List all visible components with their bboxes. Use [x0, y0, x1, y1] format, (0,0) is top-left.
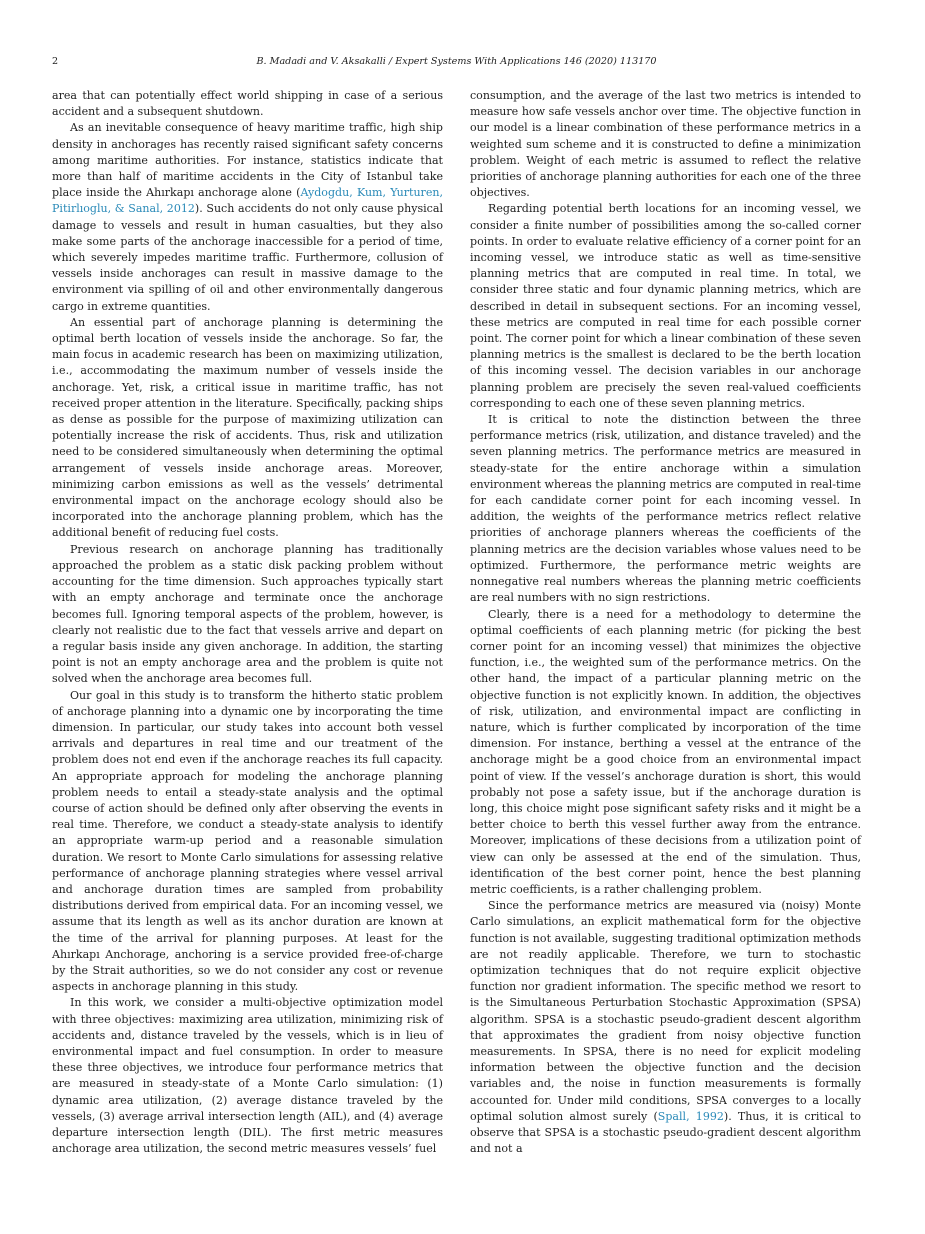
paragraph	[470, 898, 861, 1157]
paragraph-text: As an inevitable consequence of heavy maritime traffic, high ship density in anchorages has recently raised significant safety concerns among maritime authorities. For instance, statistics indicate that more than half of maritime accidents in the City of Istanbul take place inside the Ahırkapı anchorage alone (	[52, 121, 443, 200]
paragraph-text: ). Thus, it is critical to observe that SPSA is a stochastic pseudo-gradient descent algorithm and not a	[470, 1109, 861, 1156]
paragraph: It is critical to note the distinction between the three performance metrics (risk, utilization, and distance traveled) and the seven planning metrics. The performance metrics are measured in steady-state for the entire anchorage within a simulation environment whereas the planning metrics are computed in real-time for each candidate corner point for each incoming vessel. In addition, the weights of the performance metrics reflect relative priorities of anchorage planners whereas the coefficients of the planning metrics are the decision variables whose values need to be optimized. Furthermore, the performance metric weights are nonnegative real numbers whereas the planning metric coefficients are real numbers with no sign restrictions.	[470, 413, 861, 605]
paragraph: Clearly, there is a need for a methodology to determine the optimal coefficients of each planning metric (for picking the best corner point for an incoming vessel) that minimizes the objective function, i.e., the weighted sum of the performance metrics. On the other hand, the impact of a particular planning metric on the objective function is not explicitly known. In addition, the objectives of risk, utilization, and environmental impact are conflicting in nature, which is further complicated by incorporation of the time dimension. For instance, berthing a vessel at the entrance of the anchorage might be a good choice from an environmental impact point of view. If the vessel’s anchorage duration is short, this would probably not pose a safety issue, but if the anchorage duration is long, this choice might pose significant safety risks and it might be a better choice to berth this vessel further away from the entrance. Moreover, implications of these decisions from a utilization point of view can only be assessed at the end of the simulation. Thus, identification of the best corner point, hence the best planning metric coefficients, is a rather challenging problem.	[470, 607, 861, 896]
paragraph-text: ). Such accidents do not only cause physical damage to vessels and result in human casualties, but they also make some parts of the anchorage inaccessible for a period of time, which severely impedes maritime traffic. Furthermore, collusion of vessels inside anchorages can result in massive damage to the environment via spilling of oil and other environmentally dangerous cargo in extreme quantities.	[52, 202, 443, 313]
paragraph-text: Since the performance metrics are measured via (noisy) Monte Carlo simulations, an explicit mathematical form for the objective function is not available, suggesting traditional optimization methods are not readily applicable. Therefore, we turn to stochastic optimization techniques that do not require explicit objective function nor gradient information. The specific method we resort to is the Simultaneous Perturbation Stochastic Approximation (SPSA) algorithm. SPSA is a stochastic pseudo-gradient descent algorithm that approximates the gradient from noisy objective function measurements. In SPSA, there is no need for explicit modeling information between the objective function and the decision variables and, the noise in function measurements is formally accounted for. Under mild conditions, SPSA converges to a locally optimal solution almost surely (	[470, 899, 861, 1123]
left-column	[52, 88, 443, 1157]
running-title: B. Madadi and V. Aksakalli / Expert Systems With Applications 146 (2020) 113170	[256, 56, 657, 67]
citation-link[interactable]: Aydogdu, Kum, Yurturen, Pitirlıoglu, & Sanal, 2012	[52, 186, 443, 216]
paragraph: In this work, we consider a multi-objective optimization model with three objectives: maximizing area utilization, minimizing risk of accidents and, distance traveled by the vessels, which is in lieu of environmental impact and fuel consumption. In order to measure these three objectives, we introduce four performance metrics that are measured in steady-state of a Monte Carlo simulation: (1) dynamic area utilization, (2) average distance traveled by the vessels, (3) average arrival intersection length (AIL), and (4) average departure intersection length (DIL). The first metric measures anchorage area utilization, the second metric measures vessels’ fuel	[52, 996, 443, 1156]
paragraph: area that can potentially effect world shipping in case of a serious accident and a subsequent shutdown.	[52, 89, 443, 119]
running-header	[52, 56, 861, 70]
paragraph	[52, 120, 443, 314]
citation-link[interactable]: Spall, 1992	[657, 1109, 724, 1123]
page-number: 2	[52, 56, 59, 67]
paragraph: An essential part of anchorage planning is determining the optimal berth location of vessels inside the anchorage. So far, the main focus in academic research has been on maximizing utilization, i.e., accommodating the maximum number of vessels inside the anchorage. Yet, risk, a critical issue in maritime traffic, has not received proper attention in the literature. Specifically, packing ships as dense as possible for the purpose of maximizing utilization can potentially increase the risk of accidents. Thus, risk and utilization need to be considered simultaneously when determining the optimal arrangement of vessels inside anchorage areas. Moreover, minimizing carbon emissions as well as the vessels’ detrimental environmental impact on the anchorage ecology should also be incorporated into the anchorage planning problem, which has the additional benefit of reducing fuel costs.	[52, 315, 443, 540]
paragraph: consumption, and the average of the last two metrics is intended to measure how safe vessels anchor over time. The objective function in our model is a linear combination of these performance metrics in a weighted sum scheme and it is constructed to define a minimization problem. Weight of each metric is assumed to reflect the relative priorities of anchorage planning authorities for each one of the three objectives.	[470, 89, 861, 200]
paragraph: Regarding potential berth locations for an incoming vessel, we consider a finite number of possibilities among the so-called corner points. In order to evaluate relative efficiency of a corner point for an incoming vessel, we introduce static as well as time-sensitive planning metrics that are computed in real time. In total, we consider three static and four dynamic planning metrics, which are described in detail in subsequent sections. For an incoming vessel, these metrics are computed in real time for each possible corner point. The corner point for which a linear combination of these seven planning metrics is the smallest is declared to be the berth location of this incoming vessel. The decision variables in our anchorage planning problem are precisely the seven real-valued coefficients corresponding to each one of these seven planning metrics.	[470, 202, 861, 410]
right-column	[470, 88, 861, 1157]
paragraph: Our goal in this study is to transform the hitherto static problem of anchorage planning into a dynamic one by incorporating the time dimension. In particular, our study takes into account both vessel arrivals and departures in real time and our treatment of the problem does not end even if the anchorage reaches its full capacity. An appropriate approach for modeling the anchorage planning problem needs to entail a steady-state analysis and the optimal course of action should be defined only after observing the events in real time. Therefore, we conduct a steady-state analysis to identify an appropriate warm-up period and a reasonable simulation duration. We resort to Monte Carlo simulations for assessing relative performance of anchorage planning strategies where vessel arrival and anchorage duration times are sampled from probability distributions derived from empirical data. For an incoming vessel, we assume that its length as well as its anchor duration are known at the time of the arrival for planning purposes. At least for the Ahırkapı Anchorage, anchoring is a service provided free-of-charge by the Strait authorities, so we do not consider any cost or revenue aspects in anchorage planning in this study.	[52, 688, 443, 994]
paragraph: Previous research on anchorage planning has traditionally approached the problem as a static disk packing problem without accounting for the time dimension. Such approaches typically start with an empty anchorage and terminate once the anchorage becomes full. Ignoring temporal aspects of the problem, however, is clearly not realistic due to the fact that vessels arrive and depart on a regular basis inside any given anchorage. In addition, the starting point is not an empty anchorage area and the problem is quite not solved when the anchorage area becomes full.	[52, 542, 443, 686]
